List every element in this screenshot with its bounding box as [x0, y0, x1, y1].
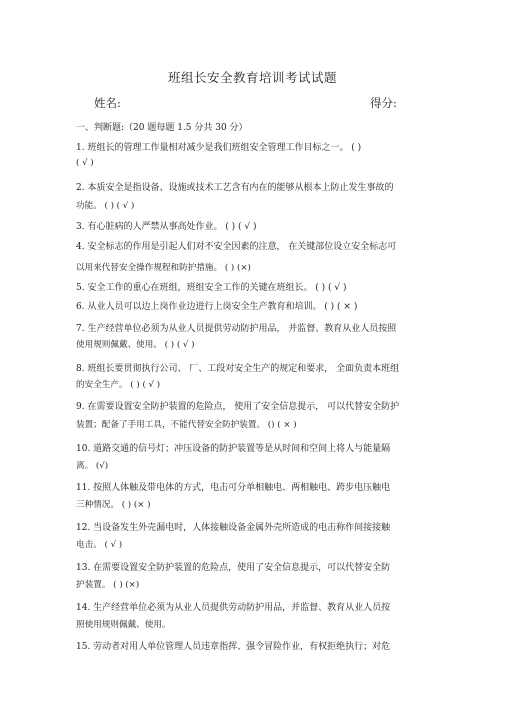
question-line: 10. 道路交通的信号灯；冲压设备的防护装置等是从时间和空间上将人与能量隔 [76, 444, 391, 454]
question-line: 12. 当设备发生外壳漏电时，人体接触设备金属外壳所造成的电击称作间接接触 [76, 523, 391, 533]
question-line: 6. 从业人员可以边上岗作业边进行上岗安全生产教育和培训。 ( ) ( × ) [76, 302, 358, 312]
question-line: 14. 生产经营单位必须为从业人员提供劳动防护用品，并监督、教育从业人员按 [76, 603, 391, 613]
question-line: 4. 安全标志的作用是引起人们对不安全因素的注意， 在关键部位设立安全标志可 [76, 242, 397, 252]
question-line: 护装置。 ( ) (×) [76, 580, 140, 590]
question-line: 7. 生产经营单位必须为从业人员提供劳动防护用品， 并监督、教育从业人员按照 [76, 324, 397, 334]
name-label: 姓名: [94, 96, 121, 110]
question-line: 1. 班组长的管理工作量相对减少是我们班组安全管理工作目标之一。 ( ) [76, 143, 362, 153]
exam-title: 班组长安全教育培训考试试题 [167, 70, 337, 85]
section-heading: 一、判断题:（20 题每题 1.5 分共 30 分） [76, 123, 248, 133]
question-line: 8. 班组长要贯彻执行公司、 厂、工段对安全生产的规定和要求， 全面负责本班组 [76, 364, 400, 374]
question-line: 11. 按照人体触及带电体的方式，电击可分单相触电、两相触电、跨步电压触电 [76, 483, 391, 493]
question-line: 9. 在需要设置安全防护装置的危险点， 使用了安全信息提示， 可以代替安全防护 [76, 402, 400, 412]
question-line: 照使用规则佩戴、使用。 [76, 620, 171, 630]
question-line: 3. 有心脏病的人严禁从事高处作业。 ( ) ( √ ) [76, 222, 257, 232]
question-line: 装置；配备了手用工具，不能代替安全防护装置。 () ( × ) [76, 420, 297, 430]
question-line: 三种情况。 ( ) (× ) [76, 500, 151, 510]
question-line: 离。 (√) [76, 461, 109, 471]
question-line: 15. 劳动者对用人单位管理人员违章指挥、强令冒险作业，有权拒绝执行；对危 [76, 642, 391, 652]
question-line: 5. 安全工作的重心在班组，班组安全工作的关键在班组长。 ( ) ( √ ) [76, 283, 347, 293]
question-line: 以用来代替安全操作规程和防护措施。 ( ) (×) [76, 263, 251, 273]
score-label: 得分: [370, 96, 397, 110]
question-line: 的安全生产。 ( ) ( √ ) [76, 380, 161, 390]
question-line: 使用规则佩戴、使用。 ( ) ( √ ) [76, 340, 195, 350]
question-line: 电击。 ( √ ) [76, 540, 123, 550]
question-line: ( √ ) [76, 158, 94, 168]
question-line: 功能。 ( ) ( √ ) [76, 201, 135, 211]
question-line: 2. 本质安全是指设备、设施或技术工艺含有内在的能够从根本上防止发生事故的 [76, 183, 394, 193]
question-line: 13. 在需要设置安全防护装置的危险点，使用了安全信息提示，可以代替安全防 [76, 563, 391, 573]
